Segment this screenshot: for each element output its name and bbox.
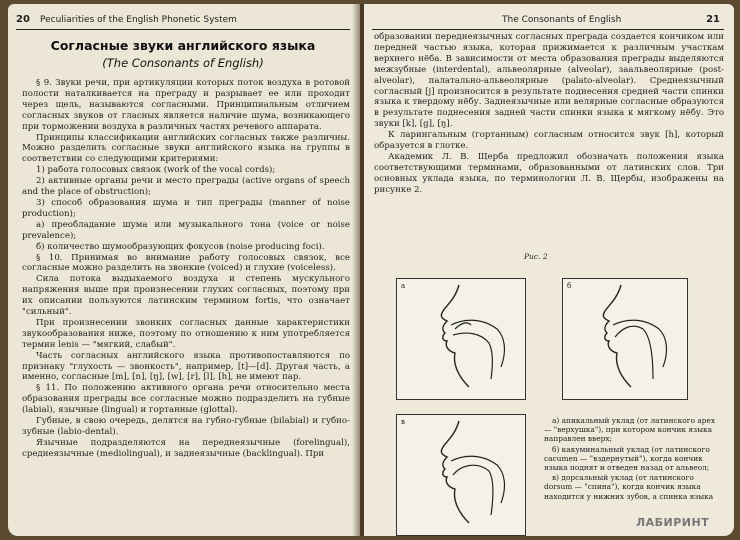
- right-header-text: The Consonants of English: [502, 15, 622, 25]
- caption-item: в) дорсальный уклад (от латинского dorsum — "спина"), когда кончик языка находится у нижних зубов, а спинка языка: [544, 473, 714, 501]
- panel-label: а: [401, 282, 406, 290]
- left-page: [8, 4, 360, 536]
- paragraph: § 10. Принимая во внимание работу голосовых связок, все согласные можно разделить на звонкие (voiced) и глухие (voiceless).: [22, 252, 350, 274]
- section-title: Согласные звуки английского языка: [50, 38, 316, 53]
- panel-label: в: [401, 418, 405, 426]
- paragraph: Часть согласных английского языка противопоставляются по признаку "глухость — звонкость", например, [t]—[d]. Другая часть, а именно, согласные [m], [n], [ŋ], [w], [r], [l], [h], не имеют пар.: [22, 350, 350, 383]
- right-running-header: [372, 14, 724, 30]
- list-item: 2) активные органы речи и место преграды (active organs of speech and the place of obstruction);: [22, 176, 350, 198]
- paragraph: К ларингальным (гортанным) согласным относится звук [h], который образуется в глотке.: [374, 130, 724, 152]
- head-profile-drawing: [397, 415, 525, 535]
- right-page-number: 21: [706, 14, 720, 25]
- section-subtitle: (The Consonants of English): [102, 56, 264, 70]
- head-profile-drawing: [563, 279, 687, 399]
- panel-label: б: [567, 282, 572, 290]
- left-running-header: [16, 14, 350, 30]
- head-profile-drawing: [397, 279, 525, 399]
- paragraph: Сила потока выдыхаемого воздуха и степень мускульного напряжения выше при произнесении глухих согласных, поэтому при их описании пользуются латинским термином fortis, что означает "сильный".: [22, 274, 350, 318]
- paragraph: образовании переднеязычных согласных преграда создается кончиком или передней частью языка, которая прижимается к различным участкам верхнего нёба. В зависимости от места образования преграды выделяются межзубные (interdental), альвеолярные (alveolar), заальвеолярные (post-alveolar), палатально-альвеолярные (palato-alveolar). Среднеязычный согласный [j] произносится в результате поднесения средней части спинки языка к твердому нёбу. Заднеязычные или велярные согласные образуются в результате поднесения задней части спинки языка к мягкому нёбу. Это звуки [k], [g], [ŋ].: [374, 32, 724, 130]
- left-page-number: 20: [16, 14, 30, 25]
- right-page: [364, 4, 734, 536]
- caption-item: б) какуминальный уклад (от латинского cacumen — "вздернутый"), когда кончик языка поднят и отведен назад от альвеол;: [544, 444, 710, 473]
- paragraph: При произнесении звонких согласных данные характеристики звукообразования ниже, поэтому по отношению к ним употребляется термин lenis — "мягкий, слабый".: [22, 317, 350, 350]
- caption-item: а) апикальный уклад (от латинского apex — "верхушка"), при котором кончик языка направлен вверх;: [544, 416, 716, 444]
- list-item: 1) работа голосовых связок (work of the vocal cords);: [36, 165, 276, 176]
- paragraph: Губные, в свою очередь, делятся на губно-губные (bilabial) и губно-зубные (labio-dental).: [22, 416, 350, 437]
- figure-tongue-positions: [374, 248, 726, 536]
- left-body-text: [22, 78, 350, 460]
- list-item: а) преобладание шума или музыкального тона (voice or noise prevalence);: [22, 219, 350, 241]
- list-item: б) количество шумообразующих фокусов (noise producing foci).: [36, 241, 325, 252]
- list-item: 3) способ образования шума и тип преграды (manner of noise production);: [22, 197, 350, 219]
- paragraph: § 9. Звуки речи, при артикуляции которых поток воздуха в ротовой полости наталкивается на преграду и разрывает ее или проходит через щель, называются согласными. Принципиальным отличием согласных звуков от гласных является наличие шума, возникающего при торможении воздуха в различных частях речевого аппарата.: [22, 78, 350, 132]
- figure-panel-c: [396, 414, 526, 536]
- paragraph: Академик Л. В. Щерба предложил обозначать положения языка соответствующими терминами, образованными от латинских слов. Три основных уклада языка, по терминологии Л. В. Щербы, изображены на рисунке 2.: [374, 151, 724, 195]
- paragraph: § 11. По положению активного органа речи относительно места образования преграды все согласные можно подразделить на губные (labial), язычные (lingual) и гортанные (glottal).: [22, 383, 350, 416]
- figure-panel-b: [562, 278, 688, 400]
- left-header-text: Peculiarities of the English Phonetic System: [40, 15, 237, 25]
- figure-caption: [544, 416, 720, 502]
- paragraph: Язычные подразделяются на переднеязычные (forelingual), среднеязычные (mediolingual), и заднеязычные (backlingual). При: [22, 437, 350, 459]
- right-body-text: [374, 32, 724, 196]
- figure-panel-a: [396, 278, 526, 400]
- figure-label: Рис. 2: [524, 252, 548, 261]
- paragraph: Принципы классификации английских согласных также различны. Можно разделить согласные звуки английского языка на группы в соответствии со следующими критериями:: [22, 132, 350, 165]
- labirint-watermark: ЛАБИРИНТ: [636, 516, 710, 529]
